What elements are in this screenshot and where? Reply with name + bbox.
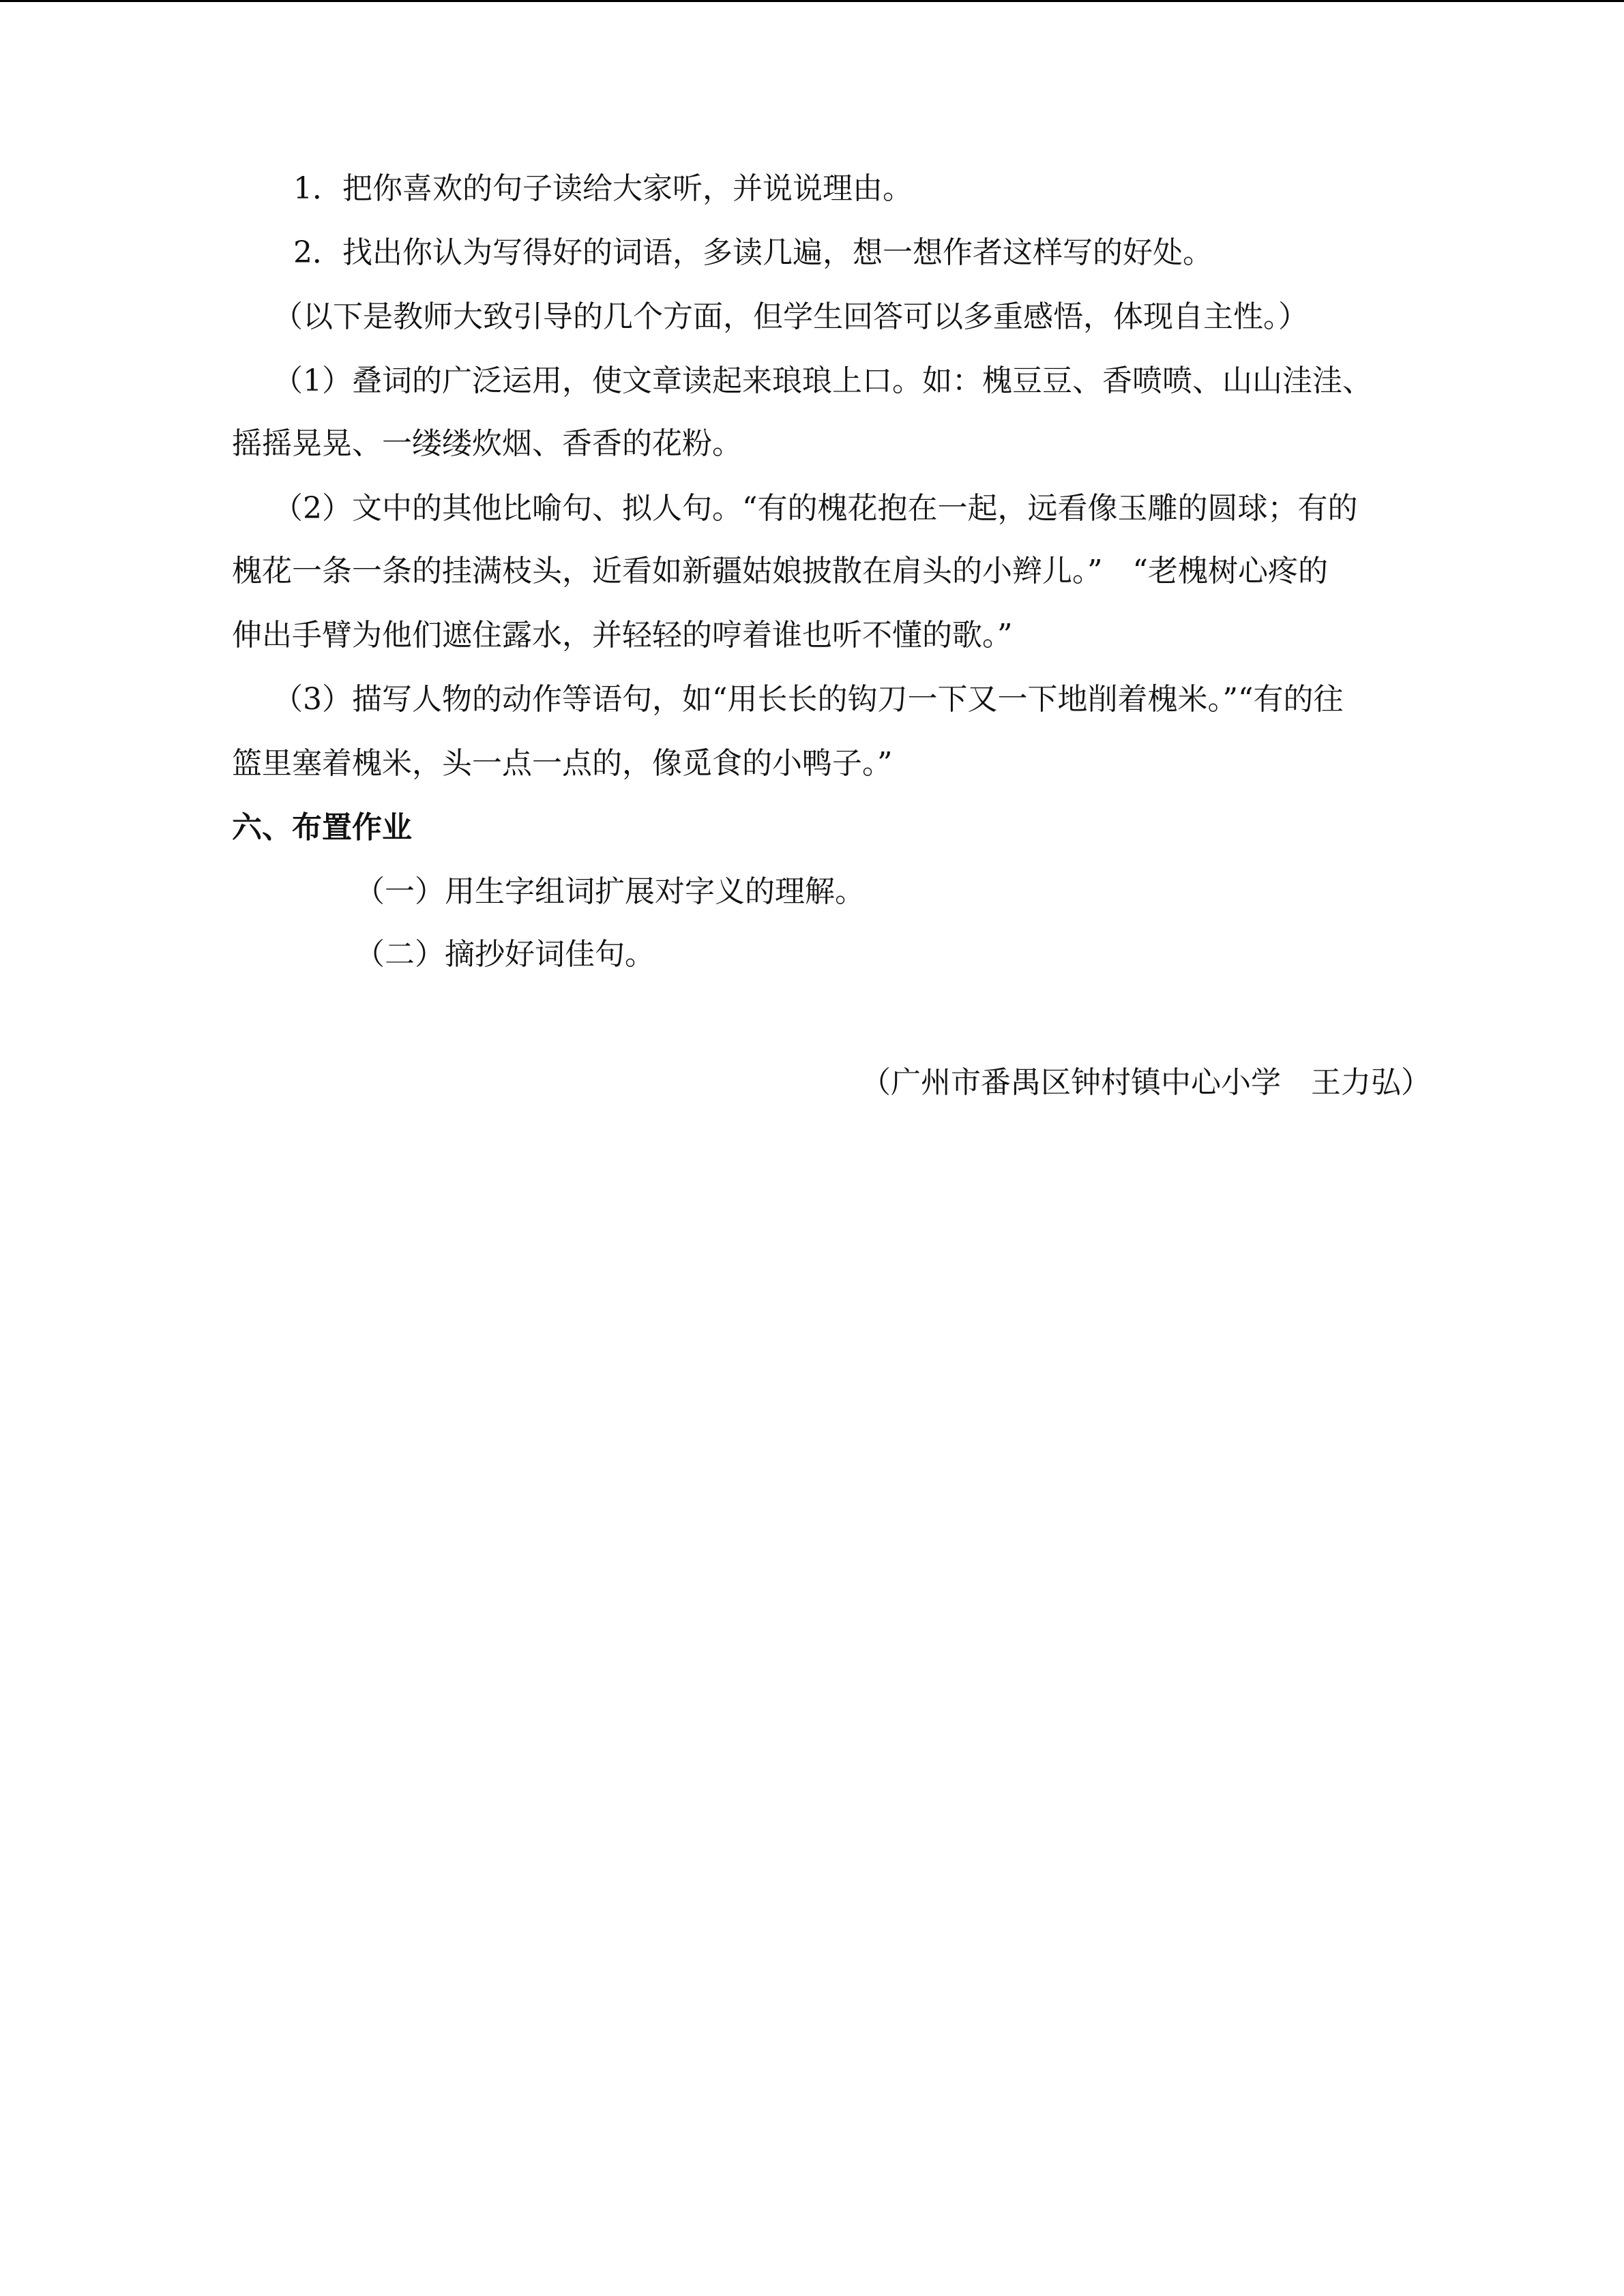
list-item-1: 1．把你喜欢的句子读给大家听，并说说理由。 — [293, 171, 913, 206]
list-item-2: 2．找出你认为写得好的词语，多读几遍，想一想作者这样写的好处。 — [293, 235, 1213, 270]
section-heading: 六、布置作业 — [232, 810, 412, 845]
guide-note: （以下是教师大致引导的几个方面，但学生回答可以多重感悟，体现自主性。） — [273, 299, 1308, 334]
point-3-line-1: （3）描写人物的动作等语句，如“用长长的钩刀一下又一下地削着槐米。”“有的往 — [273, 682, 1344, 717]
homework-item-1: （一）用生字组词扩展对字义的理解。 — [355, 874, 865, 909]
point-2-line-1: （2）文中的其他比喻句、拟人句。“有的槐花抱在一起，远看像玉雕的圆球；有的 — [273, 491, 1358, 526]
point-1-line-1: （1）叠词的广泛运用，使文章读起来琅琅上口。如：槐豆豆、香喷喷、山山洼洼、 — [273, 363, 1372, 398]
point-1-line-2: 摇摇晃晃、一缕缕炊烟、香香的花粉。 — [232, 426, 742, 461]
point-2-line-2: 槐花一条一条的挂满枝头，近看如新疆姑娘披散在肩头的小辫儿。” “老槐树心疼的 — [232, 554, 1328, 588]
point-2-line-3: 伸出手臂为他们遮住露水，并轻轻的哼着谁也听不懂的歌。” — [232, 618, 1013, 653]
point-3-line-2: 篮里塞着槐米，头一点一点的，像觅食的小鸭子。” — [232, 746, 893, 781]
author-signature: （广州市番禺区钟村镇中心小学 王力弘） — [861, 1065, 1431, 1100]
homework-item-2: （二）摘抄好词佳句。 — [355, 937, 655, 972]
